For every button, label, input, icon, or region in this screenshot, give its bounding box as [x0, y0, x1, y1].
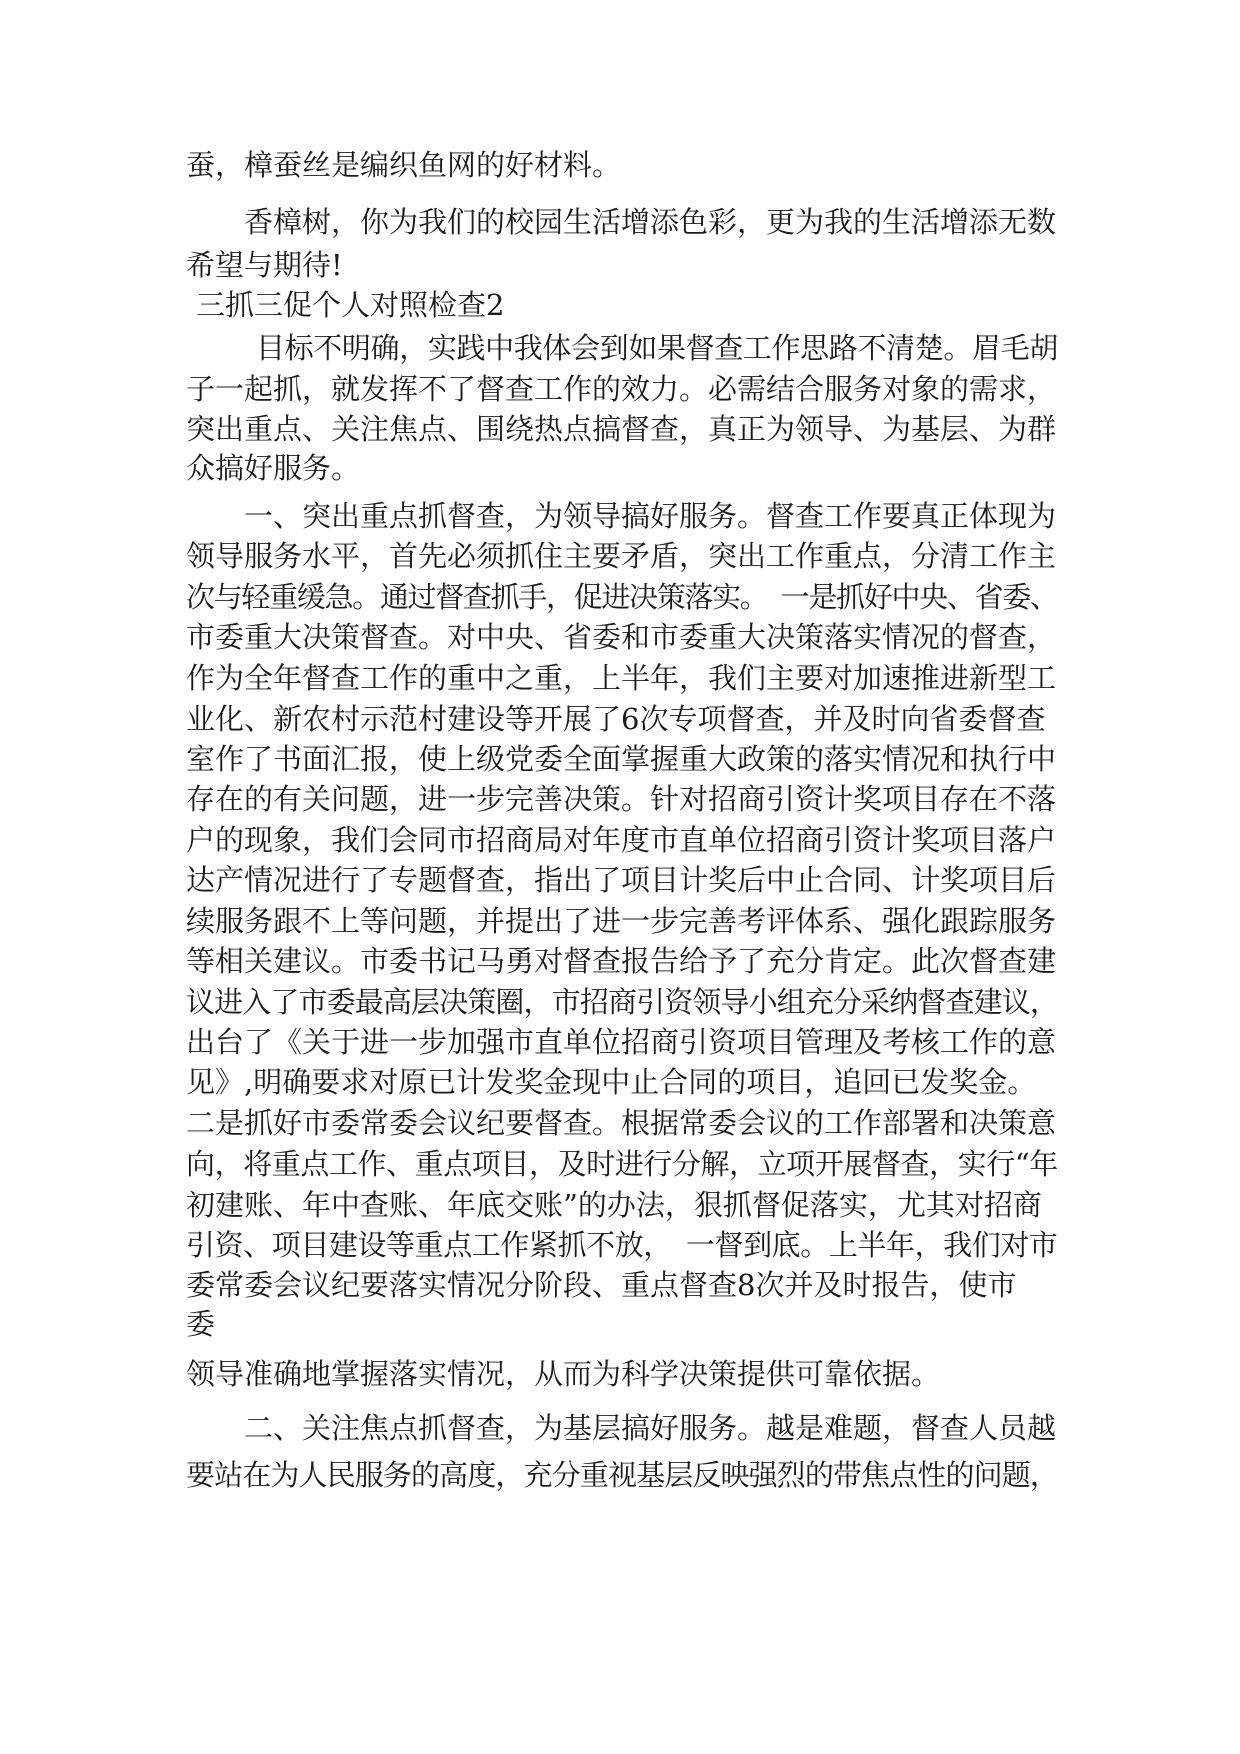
text-line: 作为全年督查工作的重中之重，上半年，我们主要对加速推进新型工: [186, 661, 1057, 695]
text-line: 希望与期待!: [186, 248, 343, 282]
text-line: 达产情况进行了专题督查，指出了项目计奖后中止合同、计奖项目后: [186, 863, 1057, 897]
text-line: 初建账、年中查账、年底交账”的办法，狠抓督促落实，尤其对招商: [186, 1188, 1042, 1222]
text-line: 议进入了市委最高层决策圈，市招商引资领导小组充分采纳督查建议，: [186, 985, 1059, 1019]
text-line: 蚕，樟蚕丝是编织鱼网的好材料。: [186, 148, 622, 182]
text-line: 次与轻重缓急。通过督查抓手，促进决策落实。 一是抓好中央、省委、: [186, 580, 1058, 614]
text-line: 二是抓好市委常委会议纪要督查。根据常委会议的工作部署和决策意: [186, 1106, 1057, 1140]
text-line: 一、突出重点抓督查，为领导搞好服务。督查工作要真正体现为: [244, 499, 1057, 533]
text-line: 市委重大决策督查。对中央、省委和市委重大决策落实情况的督查，: [186, 620, 1057, 654]
text-line: 出台了《关于进一步加强市直单位招商引资项目管理及考核工作的意: [186, 1025, 1057, 1059]
text-line: 子一起抓，就发挥不了督查工作的效力。必需结合服务对象的需求，: [186, 372, 1057, 406]
text-line: 续服务跟不上等问题，并提出了进一步完善考评体系、强化跟踪服务: [186, 904, 1057, 938]
text-line: 众搞好服务。: [186, 451, 361, 485]
text-line: 领导服务水平，首先必须抓住主要矛盾，突出工作重点，分清工作主: [186, 539, 1057, 573]
text-line: 向，将重点工作、重点项目，及时进行分解，立项开展督查，实行“年: [186, 1147, 1058, 1181]
text-line: 领导准确地掌握落实情况，从而为科学决策提供可靠依据。: [186, 1357, 941, 1391]
text-line: 委常委会议纪要落实情况分阶段、重点督查8次并及时报告，使市: [186, 1268, 1017, 1302]
text-line: 引资、项目建设等重点工作紧抓不放， 一督到底。上半年，我们对市: [186, 1228, 1058, 1262]
text-line: 等相关建议。市委书记马勇对督查报告给予了充分肯定。此次督查建: [186, 944, 1057, 978]
text-line: 目标不明确，实践中我体会到如果督查工作思路不清楚。眉毛胡: [256, 331, 1058, 365]
text-line: 业化、新农村示范村建设等开展了6次专项督查，并及时向省委督查: [186, 702, 1046, 736]
text-line: 二、关注焦点抓督查，为基层搞好服务。越是难题，督查人员越: [244, 1411, 1057, 1445]
text-line: 委: [186, 1307, 216, 1341]
text-line: 要站在为人民服务的高度，充分重视基层反映强烈的带焦点性的问题，: [186, 1458, 1059, 1492]
text-line: 见》,明确要求对原已计发奖金现中止合同的项目，追回已发奖金。: [186, 1065, 1037, 1099]
section-heading: 三抓三促个人对照检查2: [196, 288, 505, 322]
text-line: 存在的有关问题，进一步完善决策。针对招商引资计奖项目存在不落: [186, 782, 1057, 816]
text-line: 室作了书面汇报，使上级党委全面掌握重大政策的落实情况和执行中: [186, 742, 1057, 776]
text-line: 突出重点、关注焦点、围绕热点搞督查，真正为领导、为基层、为群: [186, 412, 1057, 446]
text-line: 香樟树，你为我们的校园生活增添色彩，更为我的生活增添无数: [244, 205, 1057, 239]
text-line: 户的现象，我们会同市招商局对年度市直单位招商引资计奖项目落户: [186, 823, 1057, 857]
